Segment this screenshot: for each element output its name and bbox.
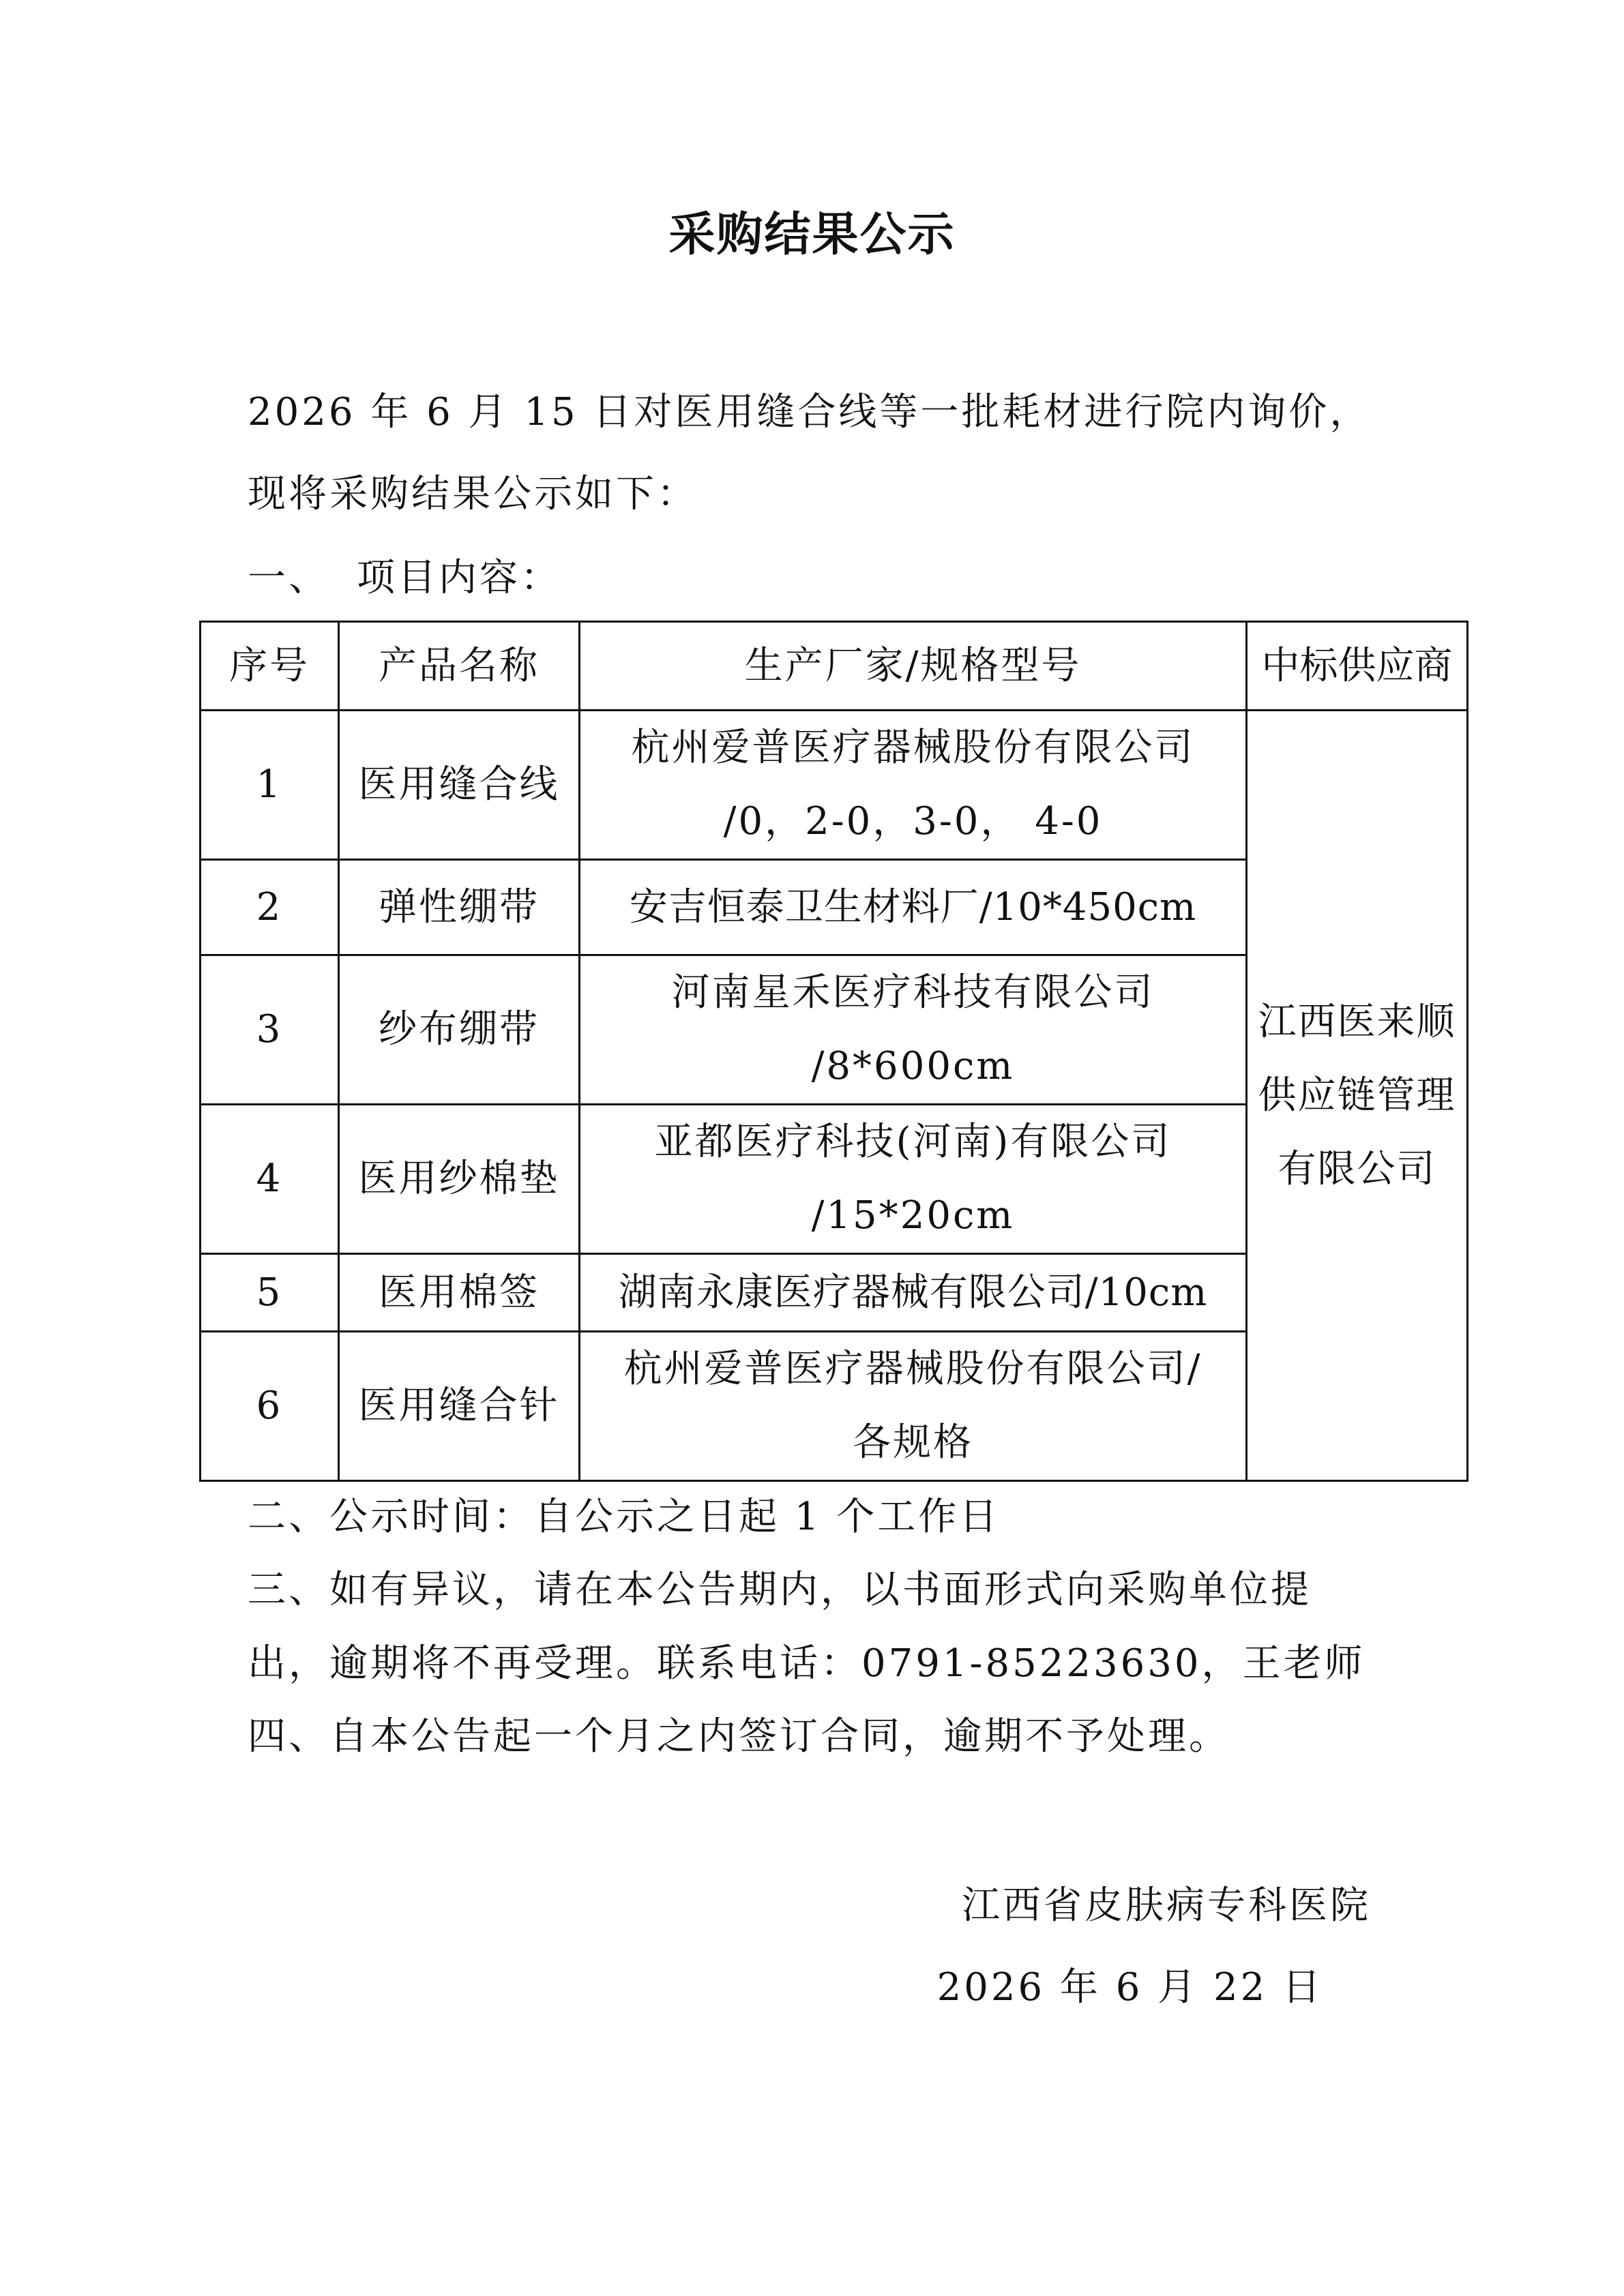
row-spec-line-1: 亚都医疗科技(河南)有限公司 (654, 1120, 1172, 1164)
row-product-name: 医用纱棉垫 (339, 1105, 580, 1254)
row-manufacturer-spec (580, 1105, 1247, 1254)
row-product-name: 医用缝合线 (339, 711, 580, 860)
supplier-line-3: 有限公司 (1278, 1146, 1436, 1191)
section-3-line-1: 三、如有异议，请在本公告期内，以书面形式向采购单位提 (248, 1568, 1312, 1612)
row-product-name: 医用缝合针 (339, 1332, 580, 1481)
intro-line-2: 现将采购结果公示如下： (248, 472, 698, 516)
signature-organization: 江西省皮肤病专科医院 (962, 1883, 1371, 1928)
row-spec-line-2: /15*20cm (811, 1193, 1015, 1238)
row-spec-line-1: 杭州爱普医疗器械股份有限公司/ (623, 1347, 1202, 1391)
section-1-heading (248, 551, 561, 606)
procurement-table (199, 621, 1468, 1482)
row-no: 6 (201, 1332, 339, 1481)
row-no: 1 (201, 711, 339, 860)
row-product-name: 弹性绷带 (339, 860, 580, 955)
header-manufacturer-spec: 生产厂家/规格型号 (580, 622, 1247, 711)
row-no: 3 (201, 955, 339, 1105)
row-no: 4 (201, 1105, 339, 1254)
supplier-line-2: 供应链管理 (1258, 1073, 1456, 1118)
table-header-row (201, 622, 1468, 711)
row-manufacturer-spec (580, 955, 1247, 1105)
row-manufacturer-spec: 安吉恒泰卫生材料厂/10*450cm (580, 860, 1247, 955)
page-title: 采购结果公示 (668, 208, 956, 262)
section-1-label: 项目内容： (357, 556, 561, 600)
header-product-name: 产品名称 (339, 622, 580, 711)
row-no: 5 (201, 1254, 339, 1332)
section-4-contract-notice: 四、自本公告起一个月之内签订合同，逾期不予处理。 (248, 1714, 1230, 1759)
row-manufacturer-spec (580, 711, 1247, 860)
row-manufacturer-spec: 湖南永康医疗器械有限公司/10cm (580, 1254, 1247, 1332)
section-3-line-2: 出，逾期将不再受理。联系电话：0791-85223630，王老师 (248, 1641, 1365, 1686)
row-spec-line-2: /0，2-0，3-0， 4-0 (723, 799, 1103, 844)
winning-supplier (1247, 711, 1468, 1481)
signature-date: 2026 年 6 月 22 日 (936, 1965, 1323, 2010)
row-product-name: 医用棉签 (339, 1254, 580, 1332)
header-no: 序号 (201, 622, 339, 711)
supplier-line-1: 江西医来顺 (1258, 999, 1456, 1044)
row-manufacturer-spec (580, 1332, 1247, 1481)
table-row (201, 711, 1468, 860)
row-spec-line-2: 各规格 (853, 1420, 973, 1465)
row-spec-line-2: /8*600cm (811, 1044, 1015, 1088)
row-product-name: 纱布绷带 (339, 955, 580, 1105)
intro-line-1: 2026 年 6 月 15 日对医用缝合线等一批耗材进行院内询价， (248, 390, 1371, 434)
row-no: 2 (201, 860, 339, 955)
row-spec-line-1: 河南星禾医疗科技有限公司 (671, 970, 1155, 1015)
section-2-publicity-period: 二、公示时间：自公示之日起 1 个工作日 (248, 1495, 1001, 1539)
section-1-number: 一、 (248, 556, 329, 600)
row-spec-line-1: 杭州爱普医疗器械股份有限公司 (631, 726, 1195, 770)
header-supplier: 中标供应商 (1247, 622, 1468, 711)
